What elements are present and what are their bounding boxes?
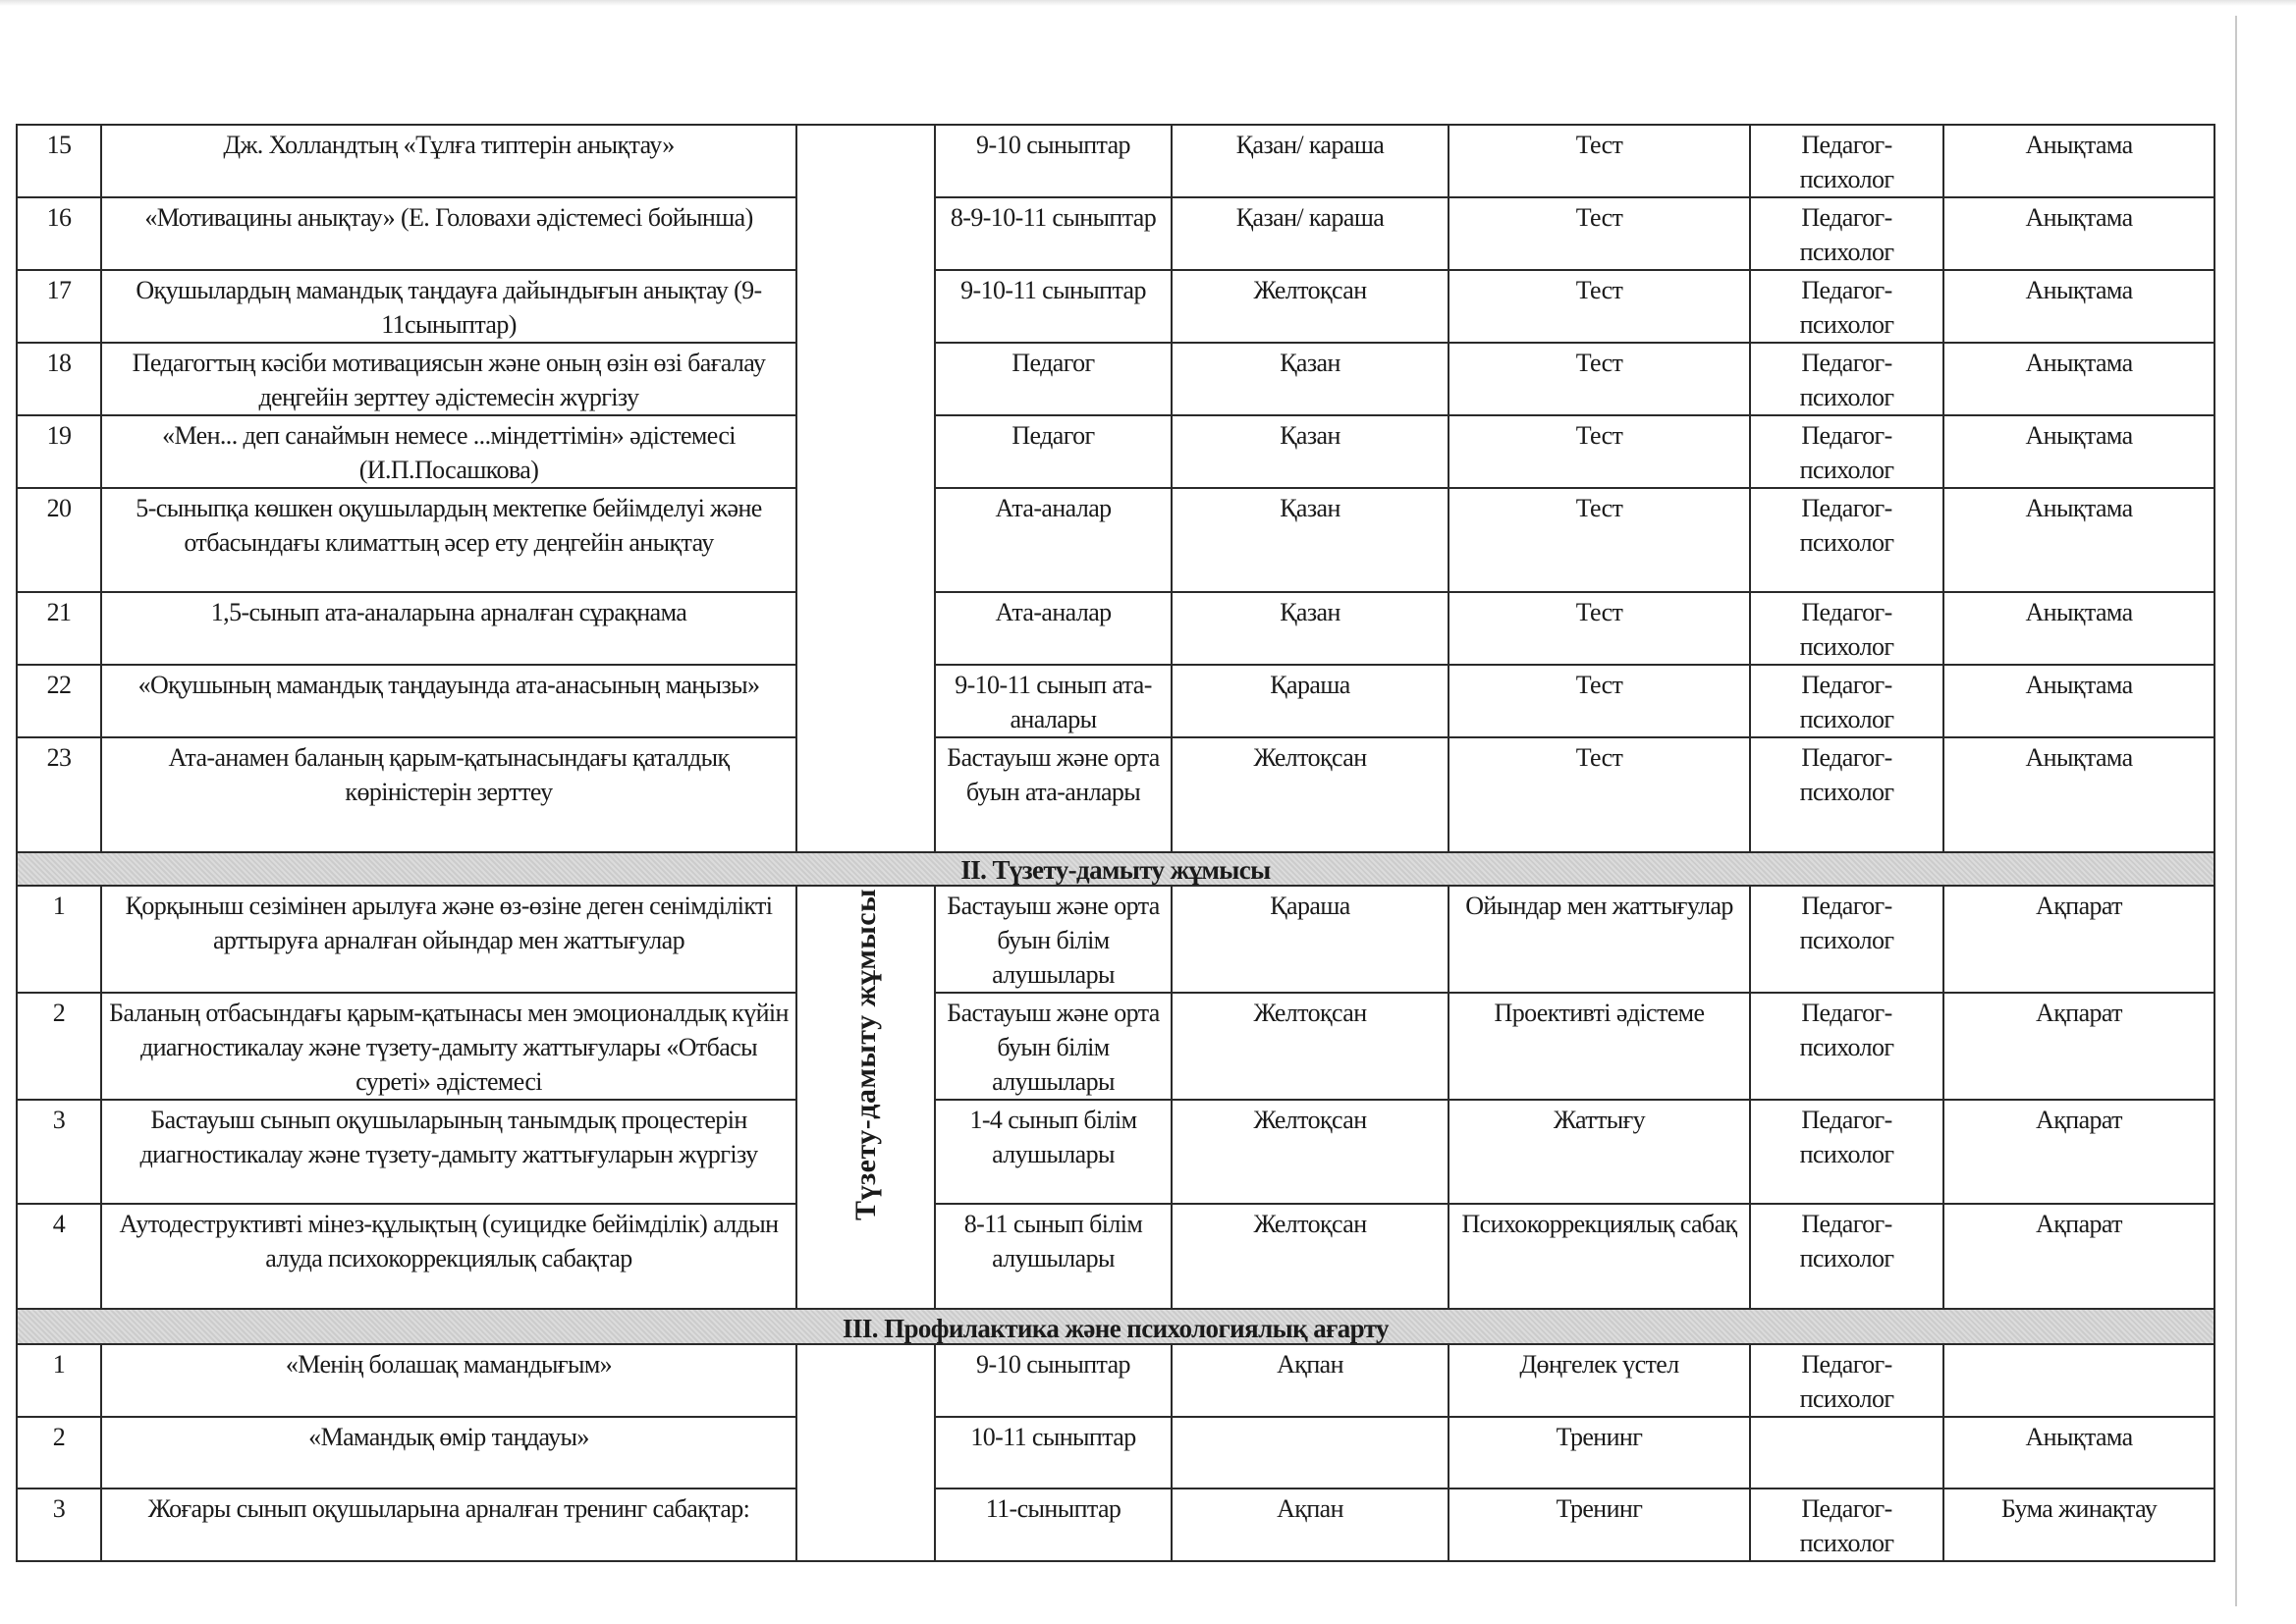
- result-document: Анықтама: [1943, 1417, 2214, 1489]
- activity-title: Жоғары сынып оқушыларына арналған тренинг сабақтар:: [101, 1489, 796, 1561]
- activity-form: Тренинг: [1449, 1489, 1750, 1561]
- row-number: 1: [17, 886, 101, 993]
- merged-section-cell: [796, 886, 935, 1309]
- target-audience: 9-10-11 сыныптар: [935, 270, 1172, 343]
- work-plan-table: [16, 124, 2215, 1562]
- responsible-person: Педагог-психолог: [1750, 1100, 1943, 1204]
- row-number: 3: [17, 1489, 101, 1561]
- row-number: 19: [17, 415, 101, 488]
- timeframe: Қазан: [1172, 488, 1449, 592]
- row-number: 17: [17, 270, 101, 343]
- activity-form: Тренинг: [1449, 1417, 1750, 1489]
- activity-form: Тест: [1449, 343, 1750, 415]
- timeframe: Ақпан: [1172, 1344, 1449, 1417]
- table-row: [17, 1100, 2214, 1204]
- merged-section-cell: [796, 1344, 935, 1561]
- row-number: 20: [17, 488, 101, 592]
- responsible-person: Педагог-психолог: [1750, 270, 1943, 343]
- row-number: 3: [17, 1100, 101, 1204]
- activity-title: Қорқыныш сезімінен арылуға және өз-өзіне деген сенімділікті арттыруға арналған ойындар мен жаттығулар: [101, 886, 796, 993]
- activity-form: Тест: [1449, 125, 1750, 197]
- target-audience: 8-9-10-11 сыныптар: [935, 197, 1172, 270]
- result-document: Анықтама: [1943, 415, 2214, 488]
- activity-form: Жаттығу: [1449, 1100, 1750, 1204]
- row-number: 2: [17, 1417, 101, 1489]
- activity-form: Тест: [1449, 737, 1750, 852]
- result-document: Ақпарат: [1943, 993, 2214, 1100]
- target-audience: 8-11 сынып білім алушылары: [935, 1204, 1172, 1309]
- target-audience: 9-10 сыныптар: [935, 125, 1172, 197]
- activity-form: Тест: [1449, 488, 1750, 592]
- activity-title: 1,5-сынып ата-аналарына арналған сұрақнама: [101, 592, 796, 665]
- timeframe: Қазан: [1172, 415, 1449, 488]
- timeframe: Желтоқсан: [1172, 1100, 1449, 1204]
- section-header-row: [17, 852, 2214, 886]
- activity-form: Проективті әдістеме: [1449, 993, 1750, 1100]
- target-audience: 9-10 сыныптар: [935, 1344, 1172, 1417]
- activity-title: Баланың отбасындағы қарым-қатынасы мен эмоционалдық күйін диагностикалау және түзету-дамыту жаттығулары «Отбасы суреті» әдістемесі: [101, 993, 796, 1100]
- activity-form: Психокоррекциялық сабақ: [1449, 1204, 1750, 1309]
- activity-title: Бастауыш сынып оқушыларының танымдық процестерін диагностикалау және түзету-дамыту жаттығуларын жүргізу: [101, 1100, 796, 1204]
- row-number: 23: [17, 737, 101, 852]
- timeframe: Қазан: [1172, 592, 1449, 665]
- target-audience: 11-сыныптар: [935, 1489, 1172, 1561]
- timeframe: Желтоқсан: [1172, 1204, 1449, 1309]
- target-audience: Бастауыш және орта буын білім алушылары: [935, 886, 1172, 993]
- timeframe: Қараша: [1172, 886, 1449, 993]
- row-number: 1: [17, 1344, 101, 1417]
- table-row: [17, 1417, 2214, 1489]
- table-row: [17, 665, 2214, 737]
- row-number: 22: [17, 665, 101, 737]
- activity-title: «Оқушының мамандық таңдауында ата-анасының маңызы»: [101, 665, 796, 737]
- target-audience: 10-11 сыныптар: [935, 1417, 1172, 1489]
- target-audience: 9-10-11 сынып ата-аналары: [935, 665, 1172, 737]
- result-document: Анықтама: [1943, 488, 2214, 592]
- row-number: 16: [17, 197, 101, 270]
- result-document: Анықтама: [1943, 737, 2214, 852]
- table-row: [17, 1344, 2214, 1417]
- activity-title: «Менің болашақ мамандығым»: [101, 1344, 796, 1417]
- section-heading: ІІІ. Профилактика және психологиялық ағарту: [17, 1309, 2214, 1344]
- merged-section-cell: [796, 125, 935, 852]
- result-document: Анықтама: [1943, 592, 2214, 665]
- result-document: Анықтама: [1943, 343, 2214, 415]
- responsible-person: Педагог-психолог: [1750, 343, 1943, 415]
- table-row: [17, 737, 2214, 852]
- table-row: [17, 1489, 2214, 1561]
- timeframe: Ақпан: [1172, 1489, 1449, 1561]
- timeframe: [1172, 1417, 1449, 1489]
- activity-title: Аутодеструктивті мінез-құлықтың (суицидке бейімділік) алдын алуда психокоррекциялық сабақтар: [101, 1204, 796, 1309]
- responsible-person: Педагог-психолог: [1750, 993, 1943, 1100]
- row-number: 4: [17, 1204, 101, 1309]
- result-document: Ақпарат: [1943, 886, 2214, 993]
- row-number: 2: [17, 993, 101, 1100]
- target-audience: Бастауыш және орта буын ата-анлары: [935, 737, 1172, 852]
- responsible-person: Педагог-психолог: [1750, 592, 1943, 665]
- table-row: [17, 125, 2214, 197]
- responsible-person: Педагог-психолог: [1750, 125, 1943, 197]
- target-audience: Бастауыш және орта буын білім алушылары: [935, 993, 1172, 1100]
- table-row: [17, 993, 2214, 1100]
- responsible-person: Педагог-психолог: [1750, 1489, 1943, 1561]
- responsible-person: Педагог-психолог: [1750, 488, 1943, 592]
- timeframe: Желтоқсан: [1172, 993, 1449, 1100]
- timeframe: Қазан/ караша: [1172, 125, 1449, 197]
- row-number: 18: [17, 343, 101, 415]
- table-row: [17, 488, 2214, 592]
- activity-title: «Мамандық өмір таңдауы»: [101, 1417, 796, 1489]
- activity-title: Оқушылардың мамандық таңдауға дайындығын анықтау (9-11сыныптар): [101, 270, 796, 343]
- responsible-person: Педагог-психолог: [1750, 665, 1943, 737]
- target-audience: Ата-аналар: [935, 488, 1172, 592]
- responsible-person: [1750, 1417, 1943, 1489]
- timeframe: Желтоқсан: [1172, 270, 1449, 343]
- table-row: [17, 592, 2214, 665]
- scan-top-edge: [0, 0, 2296, 6]
- responsible-person: Педагог-психолог: [1750, 737, 1943, 852]
- vertical-section-label: Түзету-дамыту жұмысы: [848, 889, 882, 1220]
- result-document: Анықтама: [1943, 270, 2214, 343]
- result-document: Анықтама: [1943, 125, 2214, 197]
- activity-form: Тест: [1449, 197, 1750, 270]
- activity-title: Педагогтың кәсіби мотивациясын және оның өзін өзі бағалау деңгейін зерттеу әдістемесін жүргізу: [101, 343, 796, 415]
- result-document: Анықтама: [1943, 665, 2214, 737]
- activity-title: «Мен... деп санаймын немесе ...міндеттімін» әдістемесі (И.П.Посашкова): [101, 415, 796, 488]
- activity-form: Дөңгелек үстел: [1449, 1344, 1750, 1417]
- activity-form: Тест: [1449, 592, 1750, 665]
- target-audience: Педагог: [935, 415, 1172, 488]
- result-document: Бума жинақтау: [1943, 1489, 2214, 1561]
- table-row: [17, 197, 2214, 270]
- section-header-row: [17, 1309, 2214, 1344]
- result-document: Ақпарат: [1943, 1100, 2214, 1204]
- timeframe: Қазан: [1172, 343, 1449, 415]
- table-body: [17, 125, 2214, 1561]
- row-number: 21: [17, 592, 101, 665]
- responsible-person: Педагог-психолог: [1750, 886, 1943, 993]
- table-row: [17, 886, 2214, 993]
- scan-right-edge: [2235, 16, 2237, 1606]
- target-audience: Ата-аналар: [935, 592, 1172, 665]
- section-heading: ІІ. Түзету-дамыту жұмысы: [17, 852, 2214, 886]
- result-document: Ақпарат: [1943, 1204, 2214, 1309]
- activity-title: Дж. Холландтың «Тұлға типтерін анықтау»: [101, 125, 796, 197]
- result-document: [1943, 1344, 2214, 1417]
- table-row: [17, 1204, 2214, 1309]
- row-number: 15: [17, 125, 101, 197]
- activity-form: Тест: [1449, 415, 1750, 488]
- table-row: [17, 415, 2214, 488]
- activity-form: Тест: [1449, 665, 1750, 737]
- activity-form: Ойындар мен жаттығулар: [1449, 886, 1750, 993]
- target-audience: 1-4 сынып білім алушылары: [935, 1100, 1172, 1204]
- timeframe: Желтоқсан: [1172, 737, 1449, 852]
- table-row: [17, 343, 2214, 415]
- timeframe: Қараша: [1172, 665, 1449, 737]
- activity-title: 5-сыныпқа көшкен оқушылардың мектепке бейімделуі және отбасындағы климаттың әсер ету деңгейін анықтау: [101, 488, 796, 592]
- responsible-person: Педагог-психолог: [1750, 1204, 1943, 1309]
- timeframe: Қазан/ караша: [1172, 197, 1449, 270]
- activity-title: «Мотивацины анықтау» (Е. Головахи әдістемесі бойынша): [101, 197, 796, 270]
- responsible-person: Педагог-психолог: [1750, 415, 1943, 488]
- target-audience: Педагог: [935, 343, 1172, 415]
- result-document: Анықтама: [1943, 197, 2214, 270]
- responsible-person: Педагог-психолог: [1750, 197, 1943, 270]
- table-row: [17, 270, 2214, 343]
- responsible-person: Педагог-психолог: [1750, 1344, 1943, 1417]
- activity-form: Тест: [1449, 270, 1750, 343]
- activity-title: Ата-анамен баланың қарым-қатынасындағы қаталдық көріністерін зерттеу: [101, 737, 796, 852]
